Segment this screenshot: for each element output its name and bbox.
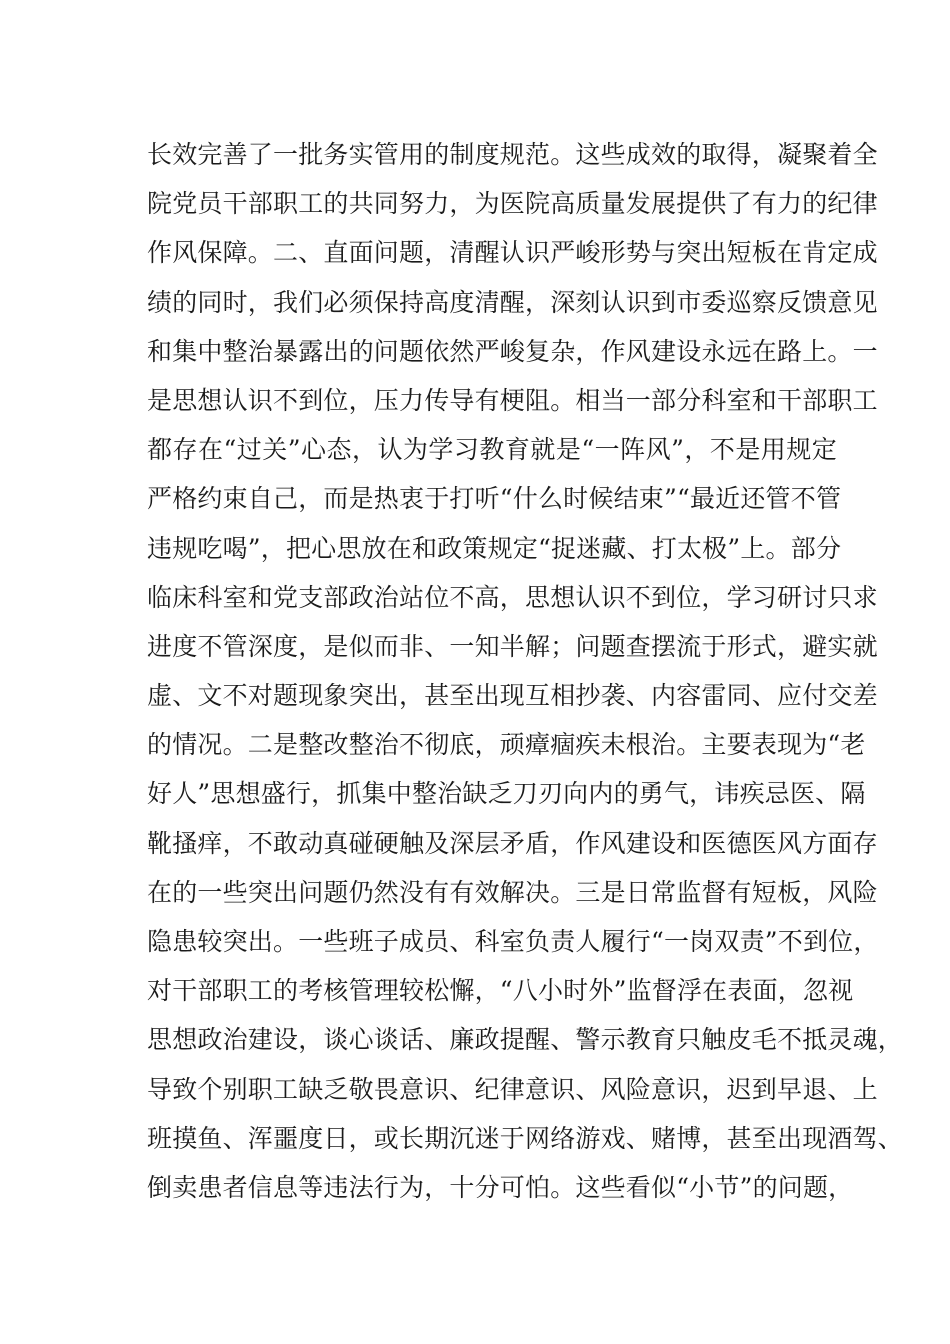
text-line: 隐患较突出。一些班子成员、科室负责人履行“一岗双责”不到位， bbox=[147, 927, 879, 956]
text-line: 在的一些突出问题仍然没有有效解决。三是日常监督有短板，风险 bbox=[147, 877, 878, 907]
text-line: 进度不管深度，是似而非、一知半解；问题查摆流于形式，避实就 bbox=[147, 631, 878, 661]
text-line: 是思想认识不到位，压力传导有梗阻。相当一部分科室和干部职工 bbox=[147, 385, 878, 415]
text-line: 绩的同时，我们必须保持高度清醒，深刻认识到市委巡察反馈意见 bbox=[147, 287, 878, 317]
text-line: 院党员干部职工的共同努力，为医院高质量发展提供了有力的纪律 bbox=[147, 189, 878, 219]
text-line: 违规吃喝”，把心思放在和政策规定“捉迷藏、打太极”上。部分 bbox=[147, 533, 842, 563]
text-line: 都存在“过关”心态，认为学习教育就是“一阵风”，不是用规定 bbox=[147, 435, 837, 465]
text-line: 临床科室和党支部政治站位不高，思想认识不到位，学习研讨只求 bbox=[147, 582, 878, 612]
text-line: 虚、文不对题现象突出，甚至出现互相抄袭、内容雷同、应付交差 bbox=[147, 681, 878, 711]
text-line: 好人”思想盛行，抓集中整治缺乏刀刃向内的勇气，讳疾忌医、隔 bbox=[147, 779, 866, 809]
body-paragraph bbox=[147, 130, 904, 1212]
text-line: 对干部职工的考核管理较松懈，“八小时外”监督浮在表面，忽视 bbox=[147, 976, 854, 1006]
text-line: 导致个别职工缺乏敬畏意识、纪律意识、风险意识，迟到早退、上 bbox=[147, 1074, 878, 1104]
text-line: 的情况。二是整改整治不彻底，顽瘴痼疾未根治。主要表现为“老 bbox=[147, 730, 866, 760]
text-line: 作风保障。二、直面问题，清醒认识严峻形势与突出短板在肯定成 bbox=[147, 238, 878, 268]
text-line: 倒卖患者信息等违法行为，十分可怕。这些看似“小节”的问题， bbox=[147, 1172, 854, 1202]
text-line: 长效完善了一批务实管用的制度规范。这些成效的取得，凝聚着全 bbox=[147, 140, 878, 169]
text-line: 班摸鱼、浑噩度日，或长期沉迷于网络游戏、赌博，甚至出现酒驾、 bbox=[147, 1123, 904, 1153]
text-line: 严格约束自己，而是热衷于打听“什么时候结束”“最近还管不管 bbox=[147, 484, 842, 514]
text-line: 和集中整治暴露出的问题依然严峻复杂，作风建设永远在路上。一 bbox=[147, 336, 878, 366]
text-line: 思想政治建设，谈心谈话、廉政提醒、警示教育只触皮毛不抵灵魂， bbox=[147, 1025, 904, 1055]
text-line: 靴搔痒，不敢动真碰硬触及深层矛盾，作风建设和医德医风方面存 bbox=[147, 828, 878, 858]
